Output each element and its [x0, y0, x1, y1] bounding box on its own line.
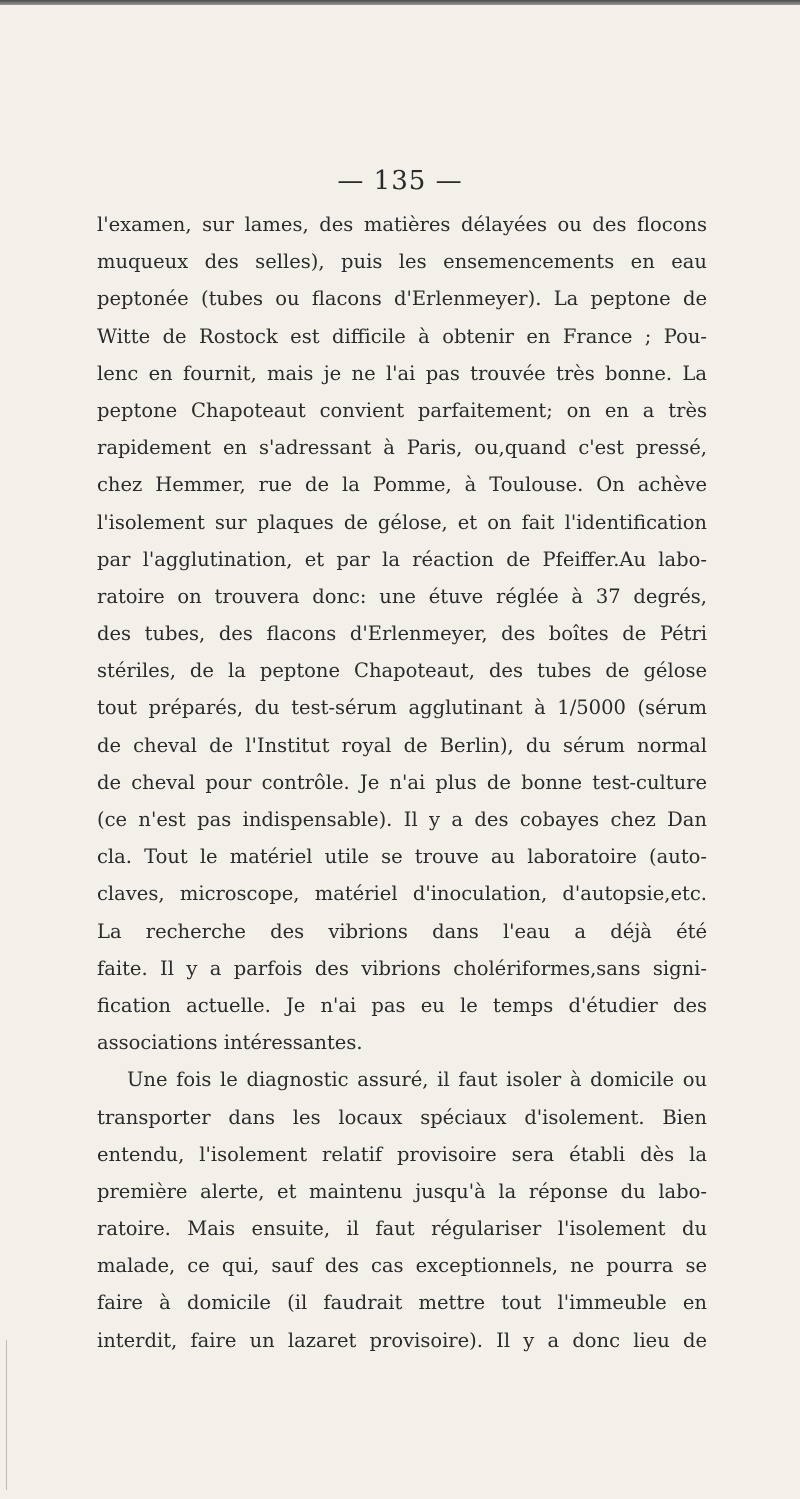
- text-line-15: de cheval de l'Institut royal de Berlin), du sérum normal: [97, 733, 707, 757]
- text-line-2: muqueux des selles), puis les ensemencements en eau: [97, 250, 707, 274]
- text-line-22: fication actuelle. Je n'ai pas eu le temps d'étudier des: [97, 993, 707, 1017]
- text-line-27: première alerte, et maintenu jusqu'à la réponse du labo-: [97, 1179, 707, 1203]
- text-line-17: (ce n'est pas indispensable). Il y a des cobayes chez Dan: [97, 808, 707, 831]
- page-number: — 135 —: [337, 166, 463, 196]
- text-line-21: faite. Il y a parfois des vibrions cholériformes,sans signi-: [97, 956, 707, 980]
- text-line-23: associations intéressantes.: [97, 1031, 363, 1055]
- text-line-3: peptonée (tubes ou flacons d'Erlenmeyer). La peptone de: [97, 287, 707, 311]
- text-line-5: lenc en fournit, mais je ne l'ai pas trouvée très bonne. La: [97, 361, 707, 385]
- text-line-8: chez Hemmer, rue de la Pomme, à Toulouse. On achève: [97, 473, 707, 497]
- text-line-25: transporter dans les locaux spéciaux d'isolement. Bien: [97, 1105, 707, 1129]
- page-gutter-mark: [6, 1340, 7, 1490]
- text-line-9: l'isolement sur plaques de gélose, et on fait l'identification: [97, 510, 707, 534]
- text-line-31: interdit, faire un lazaret provisoire). Il y a donc lieu de: [97, 1328, 707, 1352]
- page-top-edge: [0, 0, 800, 5]
- text-line-14: tout préparés, du test-sérum agglutinant à 1/5000 (sérum: [97, 696, 707, 720]
- text-line-30: faire à domicile (il faudrait mettre tout l'immeuble en: [97, 1291, 707, 1315]
- text-line-18: cla. Tout le matériel utile se trouve au laboratoire (auto-: [97, 845, 707, 869]
- text-line-7: rapidement en s'adressant à Paris, ou,quand c'est pressé,: [97, 436, 707, 460]
- text-line-24: Une fois le diagnostic assuré, il faut isoler à domicile ou: [127, 1068, 707, 1092]
- body-text: [97, 206, 707, 1359]
- text-line-29: malade, ce qui, sauf des cas exceptionnels, ne pourra se: [97, 1254, 707, 1278]
- text-line-26: entendu, l'isolement relatif provisoire sera établi dès la: [97, 1142, 707, 1166]
- text-line-10: par l'agglutination, et par la réaction de Pfeiffer.Au labo-: [97, 547, 707, 571]
- text-line-19: claves, microscope, matériel d'inoculation, d'autopsie,etc.: [97, 882, 707, 906]
- text-line-28: ratoire. Mais ensuite, il faut régulariser l'isolement du: [97, 1217, 707, 1241]
- text-line-11: ratoire on trouvera donc: une étuve réglée à 37 degrés,: [97, 584, 707, 608]
- text-line-6: peptone Chapoteaut convient parfaitement; on en a très: [97, 398, 707, 422]
- text-line-1: l'examen, sur lames, des matières délayées ou des flocons: [97, 213, 707, 236]
- text-line-16: de cheval pour contrôle. Je n'ai plus de bonne test-culture: [97, 770, 707, 794]
- text-line-12: des tubes, des flacons d'Erlenmeyer, des boîtes de Pétri: [97, 622, 707, 646]
- text-line-4: Witte de Rostock est difficile à obtenir en France ; Pou-: [97, 324, 707, 348]
- text-line-13: stériles, de la peptone Chapoteaut, des tubes de gélose: [97, 659, 707, 683]
- text-line-20: La recherche des vibrions dans l'eau a déjà été: [97, 919, 707, 943]
